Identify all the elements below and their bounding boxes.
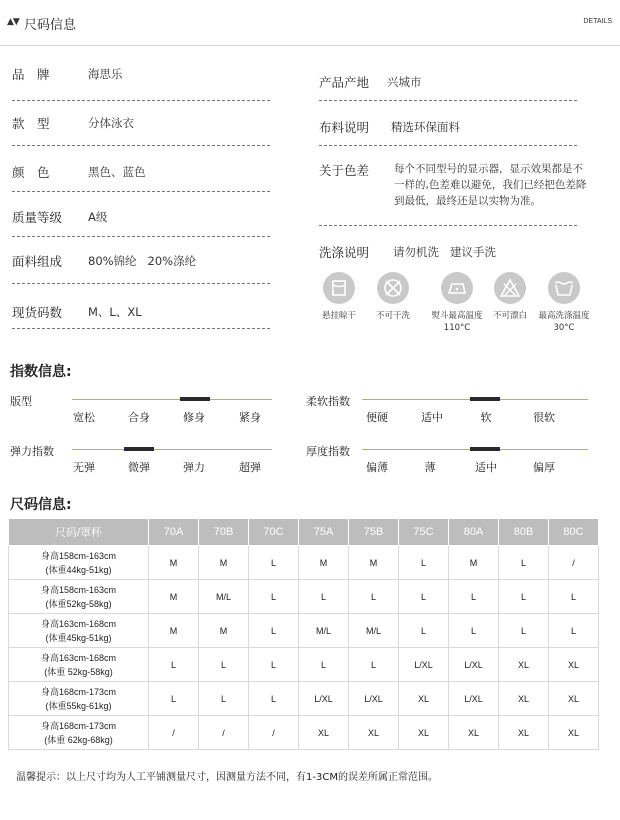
fit-option: 宽松 <box>73 411 95 424</box>
size-cell: L <box>149 682 199 716</box>
divider <box>12 191 270 192</box>
softness-option: 很软 <box>533 411 555 424</box>
wash-temp-icon <box>548 272 580 304</box>
fit-scale-marker <box>180 397 210 401</box>
iron-temp-icon <box>441 272 473 304</box>
size-cell: L <box>399 580 449 614</box>
column-header: 70B <box>199 519 249 546</box>
size-cell: L <box>349 580 399 614</box>
fit-scale-line <box>72 399 272 400</box>
row-height-range: 身高163cm-168cm <box>40 652 117 663</box>
elasticity-option: 无弹 <box>73 461 95 474</box>
care-sub-label: 110°C <box>443 323 471 333</box>
size-cell: XL <box>499 648 549 682</box>
size-cell: XL <box>449 716 499 750</box>
info-value: 兴城市 <box>387 75 422 89</box>
size-cell: / <box>149 716 199 750</box>
thickness-option: 适中 <box>475 461 497 474</box>
info-label: 质量等级 <box>12 210 63 225</box>
care-label: 不可干洗 <box>375 311 410 321</box>
care-wash-temp <box>531 272 597 334</box>
size-cell: M <box>149 580 199 614</box>
index-label-fit: 版型 <box>10 395 32 408</box>
row-height-range: 身高168cm-173cm <box>40 686 117 697</box>
size-cell: M <box>149 614 199 648</box>
size-cell: L <box>349 648 399 682</box>
size-cell: L <box>299 580 349 614</box>
info-value: 海思乐 <box>88 67 123 81</box>
size-section-title: 尺码信息: <box>10 497 72 513</box>
info-label: 现货码数 <box>12 305 63 320</box>
softness-option: 适中 <box>421 411 443 424</box>
size-cell: XL <box>399 682 449 716</box>
row-label <box>9 682 149 716</box>
care-sub-label: 30°C <box>553 323 575 333</box>
size-cell: L <box>499 614 549 648</box>
info-value: M、L、XL <box>88 305 142 319</box>
details-label: DETAILS <box>583 18 612 25</box>
size-cell: XL <box>549 716 599 750</box>
thickness-option: 薄 <box>424 461 436 474</box>
table-row <box>9 580 599 614</box>
divider <box>12 236 270 237</box>
column-header: 75C <box>399 519 449 546</box>
care-label: 不可漂白 <box>492 311 527 321</box>
size-cell: XL <box>549 648 599 682</box>
care-label: 熨斗最高温度 <box>431 311 483 321</box>
column-header: 75B <box>349 519 399 546</box>
divider <box>12 100 270 101</box>
size-cell: L/XL <box>449 648 499 682</box>
info-label: 洗涤说明 <box>319 245 370 260</box>
size-cell: M <box>149 546 199 580</box>
info-wash <box>319 243 599 267</box>
divider <box>12 328 270 329</box>
size-cell: L <box>199 648 249 682</box>
size-cell: / <box>199 716 249 750</box>
row-label <box>9 546 149 580</box>
column-header: 80B <box>499 519 549 546</box>
info-value: 分体泳衣 <box>88 116 134 130</box>
row-weight-range: (体重 62kg-68kg) <box>44 734 113 745</box>
info-origin <box>319 73 599 97</box>
size-cell: XL <box>499 682 549 716</box>
thickness-option: 偏厚 <box>533 461 555 474</box>
size-cell: L/XL <box>299 682 349 716</box>
size-cell: L/XL <box>449 682 499 716</box>
info-value: 80%锦纶 20%涤纶 <box>88 254 197 268</box>
size-cell: L <box>249 580 299 614</box>
hang-dry-icon <box>323 272 355 304</box>
size-cell: L <box>249 648 299 682</box>
size-cell: L <box>249 682 299 716</box>
column-header: 80A <box>449 519 499 546</box>
thickness-option: 偏薄 <box>366 461 388 474</box>
color-diff-text: 每个不同型号的显示器，显示效果都是不一样的,色差难以避免，我们已经把色差降到最低，最终还是以实物为准。 <box>394 163 587 207</box>
softness-option: 软 <box>480 411 492 424</box>
care-no-dry-clean <box>360 272 426 322</box>
header-title: 尺码信息 <box>24 18 77 33</box>
index-section-title: 指数信息: <box>10 364 72 380</box>
size-cell: L <box>549 614 599 648</box>
column-header: 70A <box>149 519 199 546</box>
divider <box>12 283 270 284</box>
info-label: 款 型 <box>12 116 50 131</box>
size-cell: L <box>249 546 299 580</box>
size-cell: M <box>449 546 499 580</box>
table-corner-header: 尺码/罩杯 <box>9 519 149 546</box>
footer-note: 温馨提示：以上尺寸均为人工平铺测量尺寸，因测量方法不同，有1-3CM的误差所属正常范围。 <box>16 772 438 783</box>
divider <box>319 145 577 146</box>
row-label <box>9 648 149 682</box>
row-weight-range: (体重44kg-51kg) <box>45 564 112 575</box>
row-weight-range: (体重52kg-58kg) <box>45 598 112 609</box>
row-height-range: 身高168cm-173cm <box>40 720 117 731</box>
info-label: 品 牌 <box>12 67 50 82</box>
info-value: 精选环保面料 <box>391 120 460 134</box>
table-row <box>9 648 599 682</box>
triangle-marker-icon: ▲▼ <box>7 17 19 27</box>
index-label-softness: 柔软指数 <box>306 395 350 408</box>
size-cell: L <box>549 580 599 614</box>
size-cell: XL <box>549 682 599 716</box>
info-label: 面料组成 <box>12 254 63 269</box>
row-label <box>9 716 149 750</box>
size-cell: L <box>499 580 549 614</box>
softness-option: 便硬 <box>366 411 388 424</box>
size-cell: XL <box>349 716 399 750</box>
no-dry-clean-icon <box>377 272 409 304</box>
size-cell: L <box>499 546 549 580</box>
info-label: 关于色差 <box>319 163 370 178</box>
table-row <box>9 546 599 580</box>
info-fabric <box>319 118 599 142</box>
size-cell: XL <box>299 716 349 750</box>
divider <box>319 100 577 101</box>
info-label: 产品产地 <box>319 75 370 90</box>
size-cell: M/L <box>299 614 349 648</box>
size-cell: L <box>299 648 349 682</box>
size-cell: L <box>199 682 249 716</box>
row-height-range: 身高158cm-163cm <box>40 584 117 595</box>
row-weight-range: (体重55kg-61kg) <box>45 700 112 711</box>
info-value: A级 <box>88 210 108 224</box>
info-value: 请勿机洗 建议手洗 <box>393 245 496 259</box>
info-brand <box>12 65 272 89</box>
size-cell: L <box>149 648 199 682</box>
info-color <box>12 163 272 187</box>
size-cell: L <box>449 580 499 614</box>
info-label: 布料说明 <box>319 120 370 135</box>
page-header <box>0 0 620 46</box>
table-row <box>9 682 599 716</box>
fit-option: 合身 <box>128 411 150 424</box>
row-weight-range: (体重 52kg-58kg) <box>44 666 113 677</box>
info-value: 黑色、蓝色 <box>88 165 146 179</box>
elasticity-scale-marker <box>124 447 154 451</box>
row-weight-range: (体重45kg-51kg) <box>45 632 112 643</box>
size-cell: L <box>449 614 499 648</box>
fit-option: 修身 <box>183 411 205 424</box>
care-label: 最高洗涤温度 <box>538 311 590 321</box>
divider <box>12 145 270 146</box>
size-cell: L/XL <box>399 648 449 682</box>
info-grade <box>12 208 272 232</box>
size-cell: M/L <box>199 580 249 614</box>
table-header-row <box>9 519 599 546</box>
row-height-range: 身高163cm-168cm <box>40 618 117 629</box>
care-label: 悬挂晾干 <box>321 311 356 321</box>
row-height-range: 身高158cm-163cm <box>40 550 117 561</box>
size-cell: L <box>249 614 299 648</box>
elasticity-scale-line <box>72 449 272 450</box>
elasticity-option: 超弹 <box>239 461 261 474</box>
size-cell: L <box>399 614 449 648</box>
size-cell: L/XL <box>349 682 399 716</box>
size-cell: / <box>249 716 299 750</box>
size-cell: / <box>549 546 599 580</box>
elasticity-option: 弹力 <box>183 461 205 474</box>
info-stock-sizes <box>12 303 272 327</box>
info-style <box>12 114 272 138</box>
row-label <box>9 614 149 648</box>
column-header: 70C <box>249 519 299 546</box>
size-table <box>8 518 599 750</box>
fit-option: 紧身 <box>239 411 261 424</box>
thickness-scale-marker <box>470 447 500 451</box>
table-row <box>9 716 599 750</box>
size-cell: M <box>299 546 349 580</box>
column-header: 80C <box>549 519 599 546</box>
no-bleach-icon <box>494 272 526 304</box>
size-cell: M <box>349 546 399 580</box>
size-cell: M <box>199 614 249 648</box>
size-cell: M/L <box>349 614 399 648</box>
size-cell: XL <box>499 716 549 750</box>
elasticity-option: 微弹 <box>128 461 150 474</box>
size-cell: XL <box>399 716 449 750</box>
info-label: 颜 色 <box>12 165 50 180</box>
size-cell: M <box>199 546 249 580</box>
index-label-elasticity: 弹力指数 <box>10 445 54 458</box>
column-header: 75A <box>299 519 349 546</box>
index-label-thickness: 厚度指数 <box>306 445 350 458</box>
size-cell: L <box>399 546 449 580</box>
info-material <box>12 252 272 276</box>
softness-scale-marker <box>470 397 500 401</box>
row-label <box>9 580 149 614</box>
table-row <box>9 614 599 648</box>
info-color-diff <box>319 161 399 185</box>
divider <box>319 225 577 226</box>
